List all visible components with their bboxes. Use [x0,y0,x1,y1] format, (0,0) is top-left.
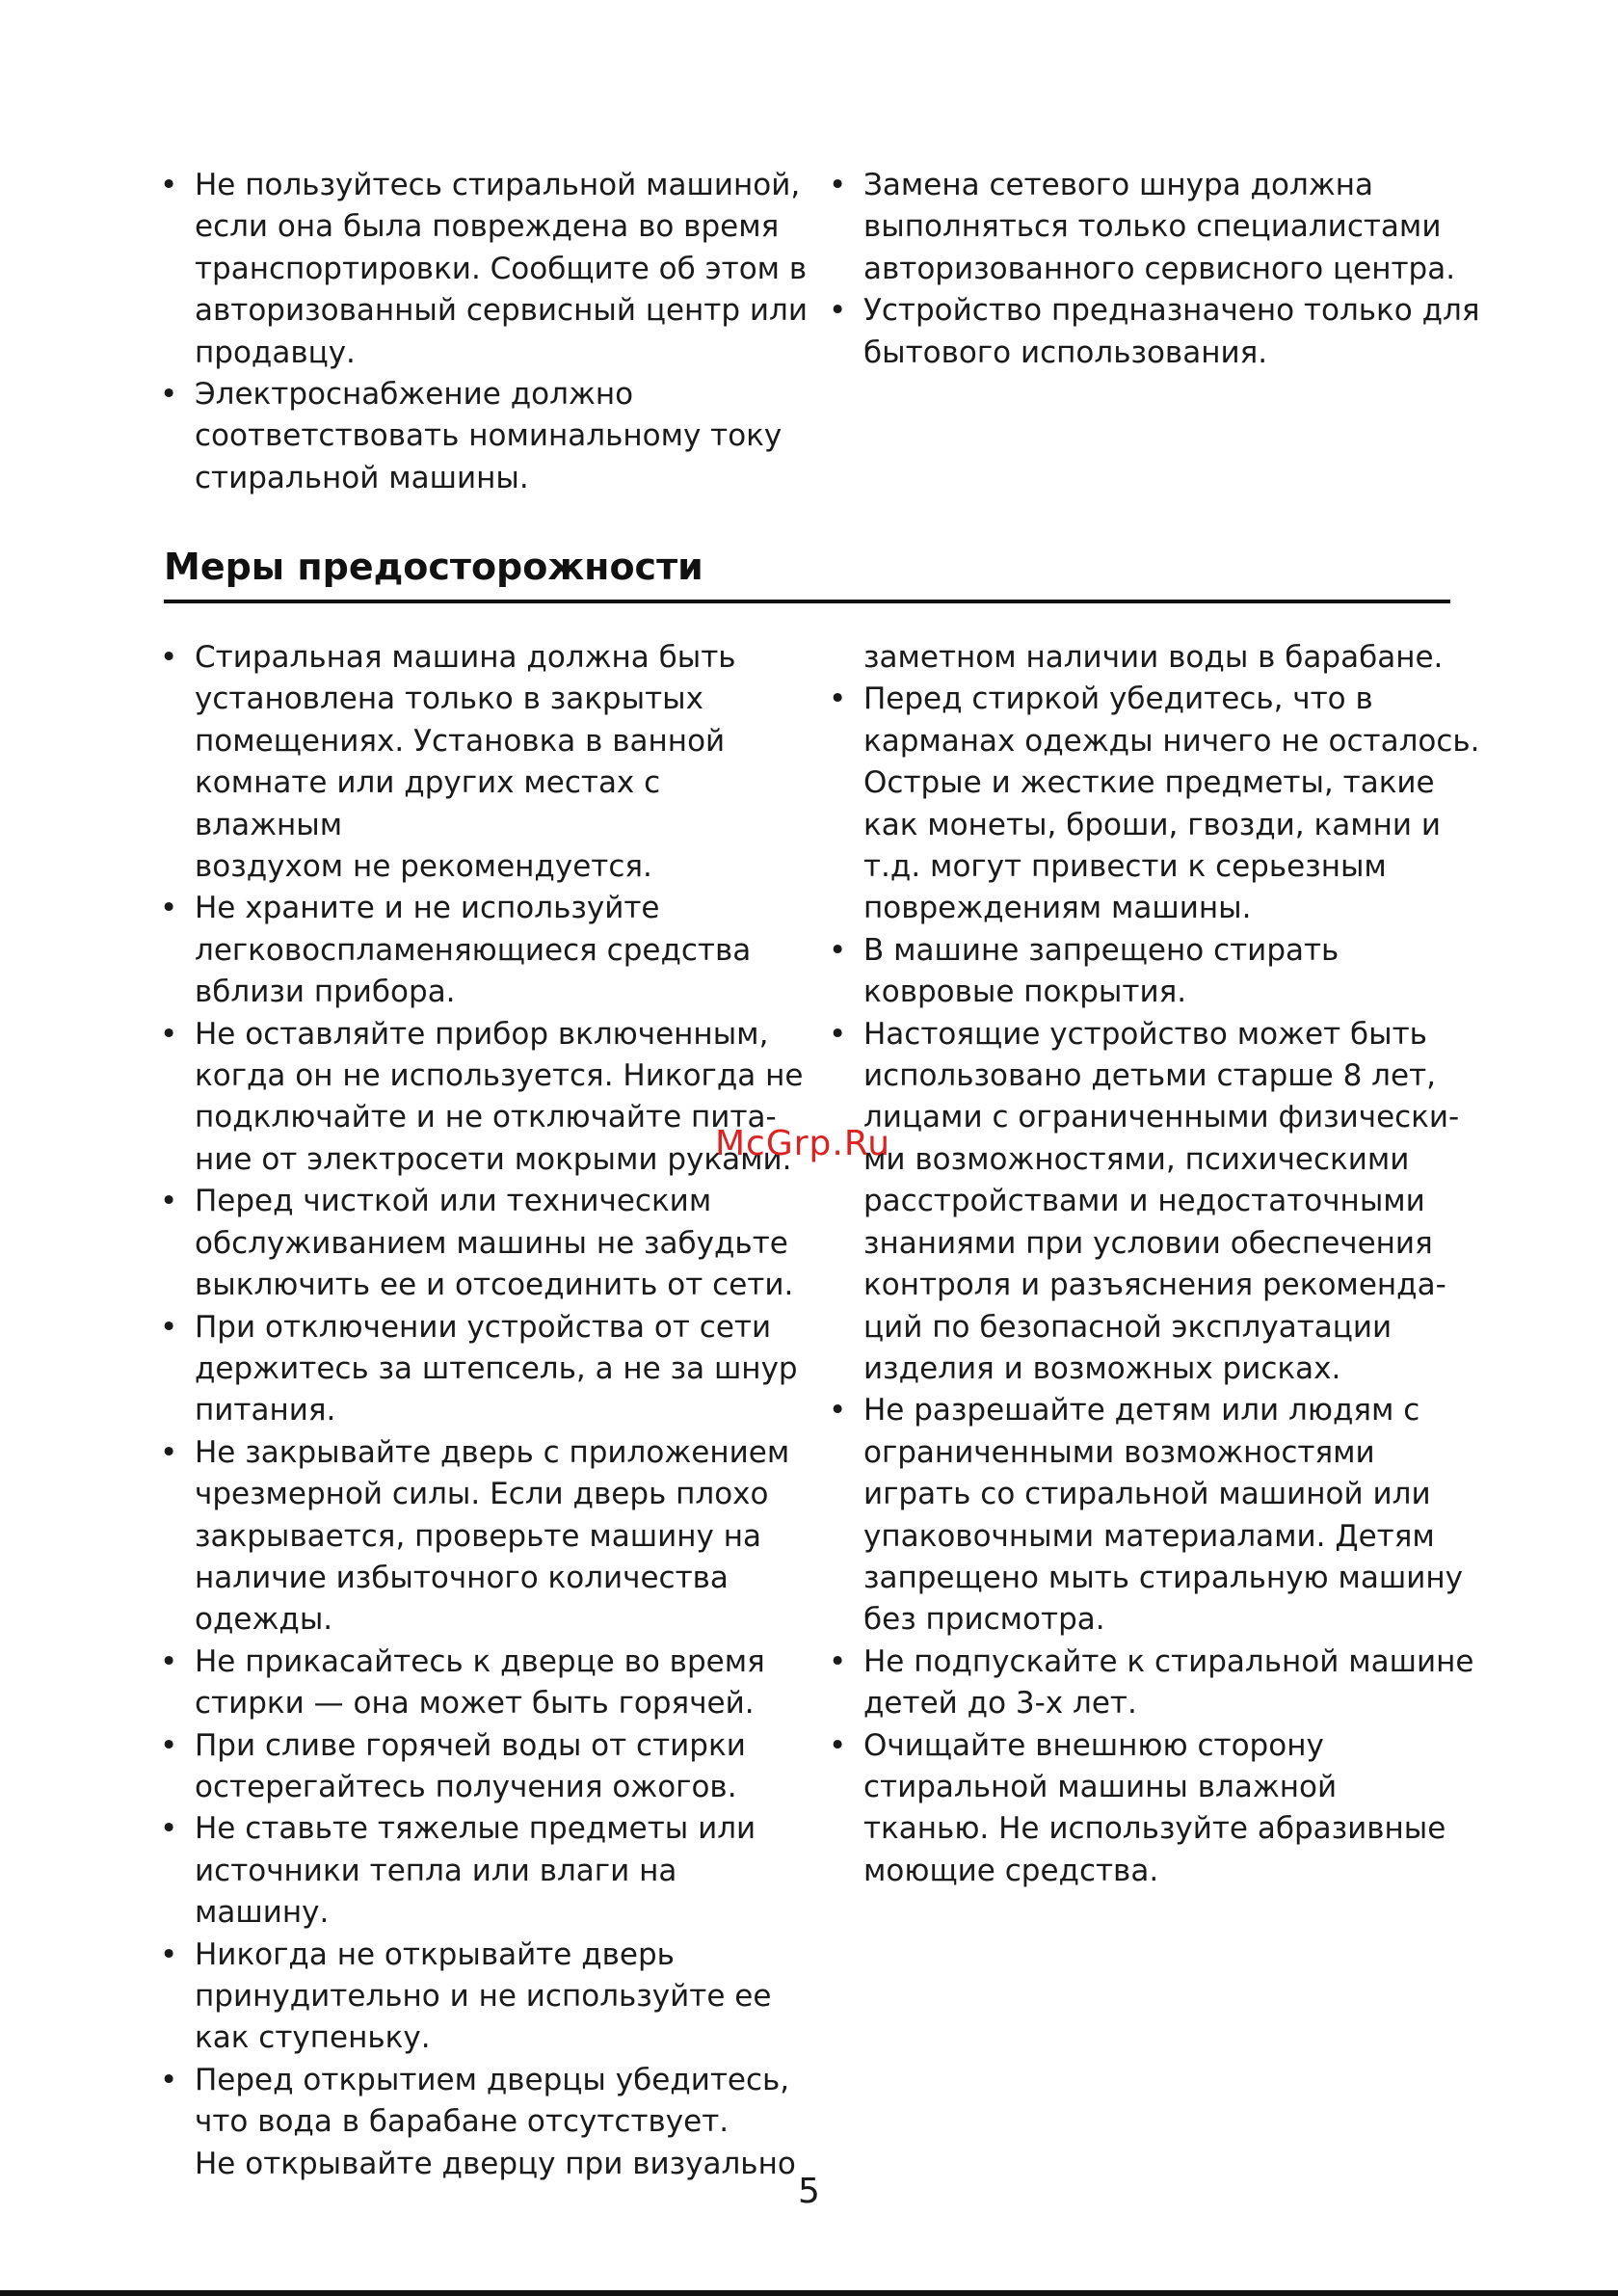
list-item: • Не разрешайте детям или людям с ограниченными возможностями играть со стиральной машиной или упаковочными материалами. Детям запрещено мыть стиральную машину без присмотра. [829,1390,1484,1641]
list-item: • Очищайте внешнюю сторону стиральной машины влажной тканью. Не используйте абразивные моющие средства. [829,1725,1484,1893]
section-heading: Меры предосторожности [164,546,703,588]
list-item: • Никогда не открывайте дверь принудительно и не используйте ее как ступеньку. [160,1935,815,2060]
list-item: • Не храните и не используйте легковоспламеняющиеся средства вблизи прибора. [160,888,815,1013]
list-item: • Замена сетевого шнура должна выполняться только специалистами авторизованного сервисного центра. [829,165,1484,290]
list-item: • Перед стиркой убедитесь, что в карманах одежды ничего не осталось. Острые и жесткие предметы, такие как монеты, броши, гвозди, камни и т.д. могут привести к серьезным повреждениям машины. [829,679,1484,929]
heading-divider [164,600,1450,603]
list-item: • Не пользуйтесь стиральной машиной, если она была повреждена во время транспортировки. Сообщите об этом в авторизованный сервисный центр или продавцу. [160,165,815,374]
list-item: • Перед открытием дверцы убедитесь, что вода в барабане отсутствует. Не открывайте дверцу при визуально [160,2060,815,2185]
list-item-continuation: заметном наличии воды в барабане. [863,640,1444,675]
list-item: • Стиральная машина должна быть установлена только в закрытых помещениях. Установка в ванной комнате или других местах с влажным воздухом не рекомендуется. [160,637,815,888]
top-left-bullet-list [160,165,815,499]
list-item: • Устройство предназначено только для бытового использования. [829,290,1484,374]
list-item: • При отключении устройства от сети держитесь за штепсель, а не за шнур питания. [160,1307,815,1432]
list-item: • Не подпускайте к стиральной машине детей до 3-х лет. [829,1642,1484,1725]
list-item: • В машине запрещено стирать ковровые покрытия. [829,930,1484,1014]
precautions-right-list [829,637,1484,1892]
bottom-edge-bar [0,2290,1618,2296]
list-item: • Настоящие устройство может быть использовано детьми старше 8 лет, лицами с ограниченными физически- ми возможностями, психическими расстройствами и недостаточными знаниями при условии обеспечения контроля и разъяснения рекоменда- ций по безопасной эксплуатации изделия и возможных рисках. [829,1014,1484,1391]
page-number: 5 [798,2172,820,2211]
list-item: • Не оставляйте прибор включенным, когда он не используется. Никогда не подключайте и не отключайте пита- ние от электросети мокрыми руками. [160,1014,815,1182]
list-item: • Не закрывайте дверь с приложением чрезмерной силы. Если дверь плохо закрывается, проверьте машину на наличие избыточного количества одежды. [160,1432,815,1642]
top-right-bullet-list [829,165,1484,374]
list-item: • Перед чисткой или техническим обслуживанием машины не забудьте выключить ее и отсоединить от сети. [160,1181,815,1306]
list-item: • Не ставьте тяжелые предметы или источники тепла или влаги на машину. [160,1808,815,1934]
list-item: • Не прикасайтесь к дверце во время стирки — она может быть горячей. [160,1642,815,1725]
precautions-left-list [160,637,815,2185]
watermark: McGrp.Ru [715,1124,891,1163]
list-item: • Электроснабжение должно соответствовать номинальному току стиральной машины. [160,374,815,499]
list-item: • При сливе горячей воды от стирки остерегайтесь получения ожогов. [160,1725,815,1809]
